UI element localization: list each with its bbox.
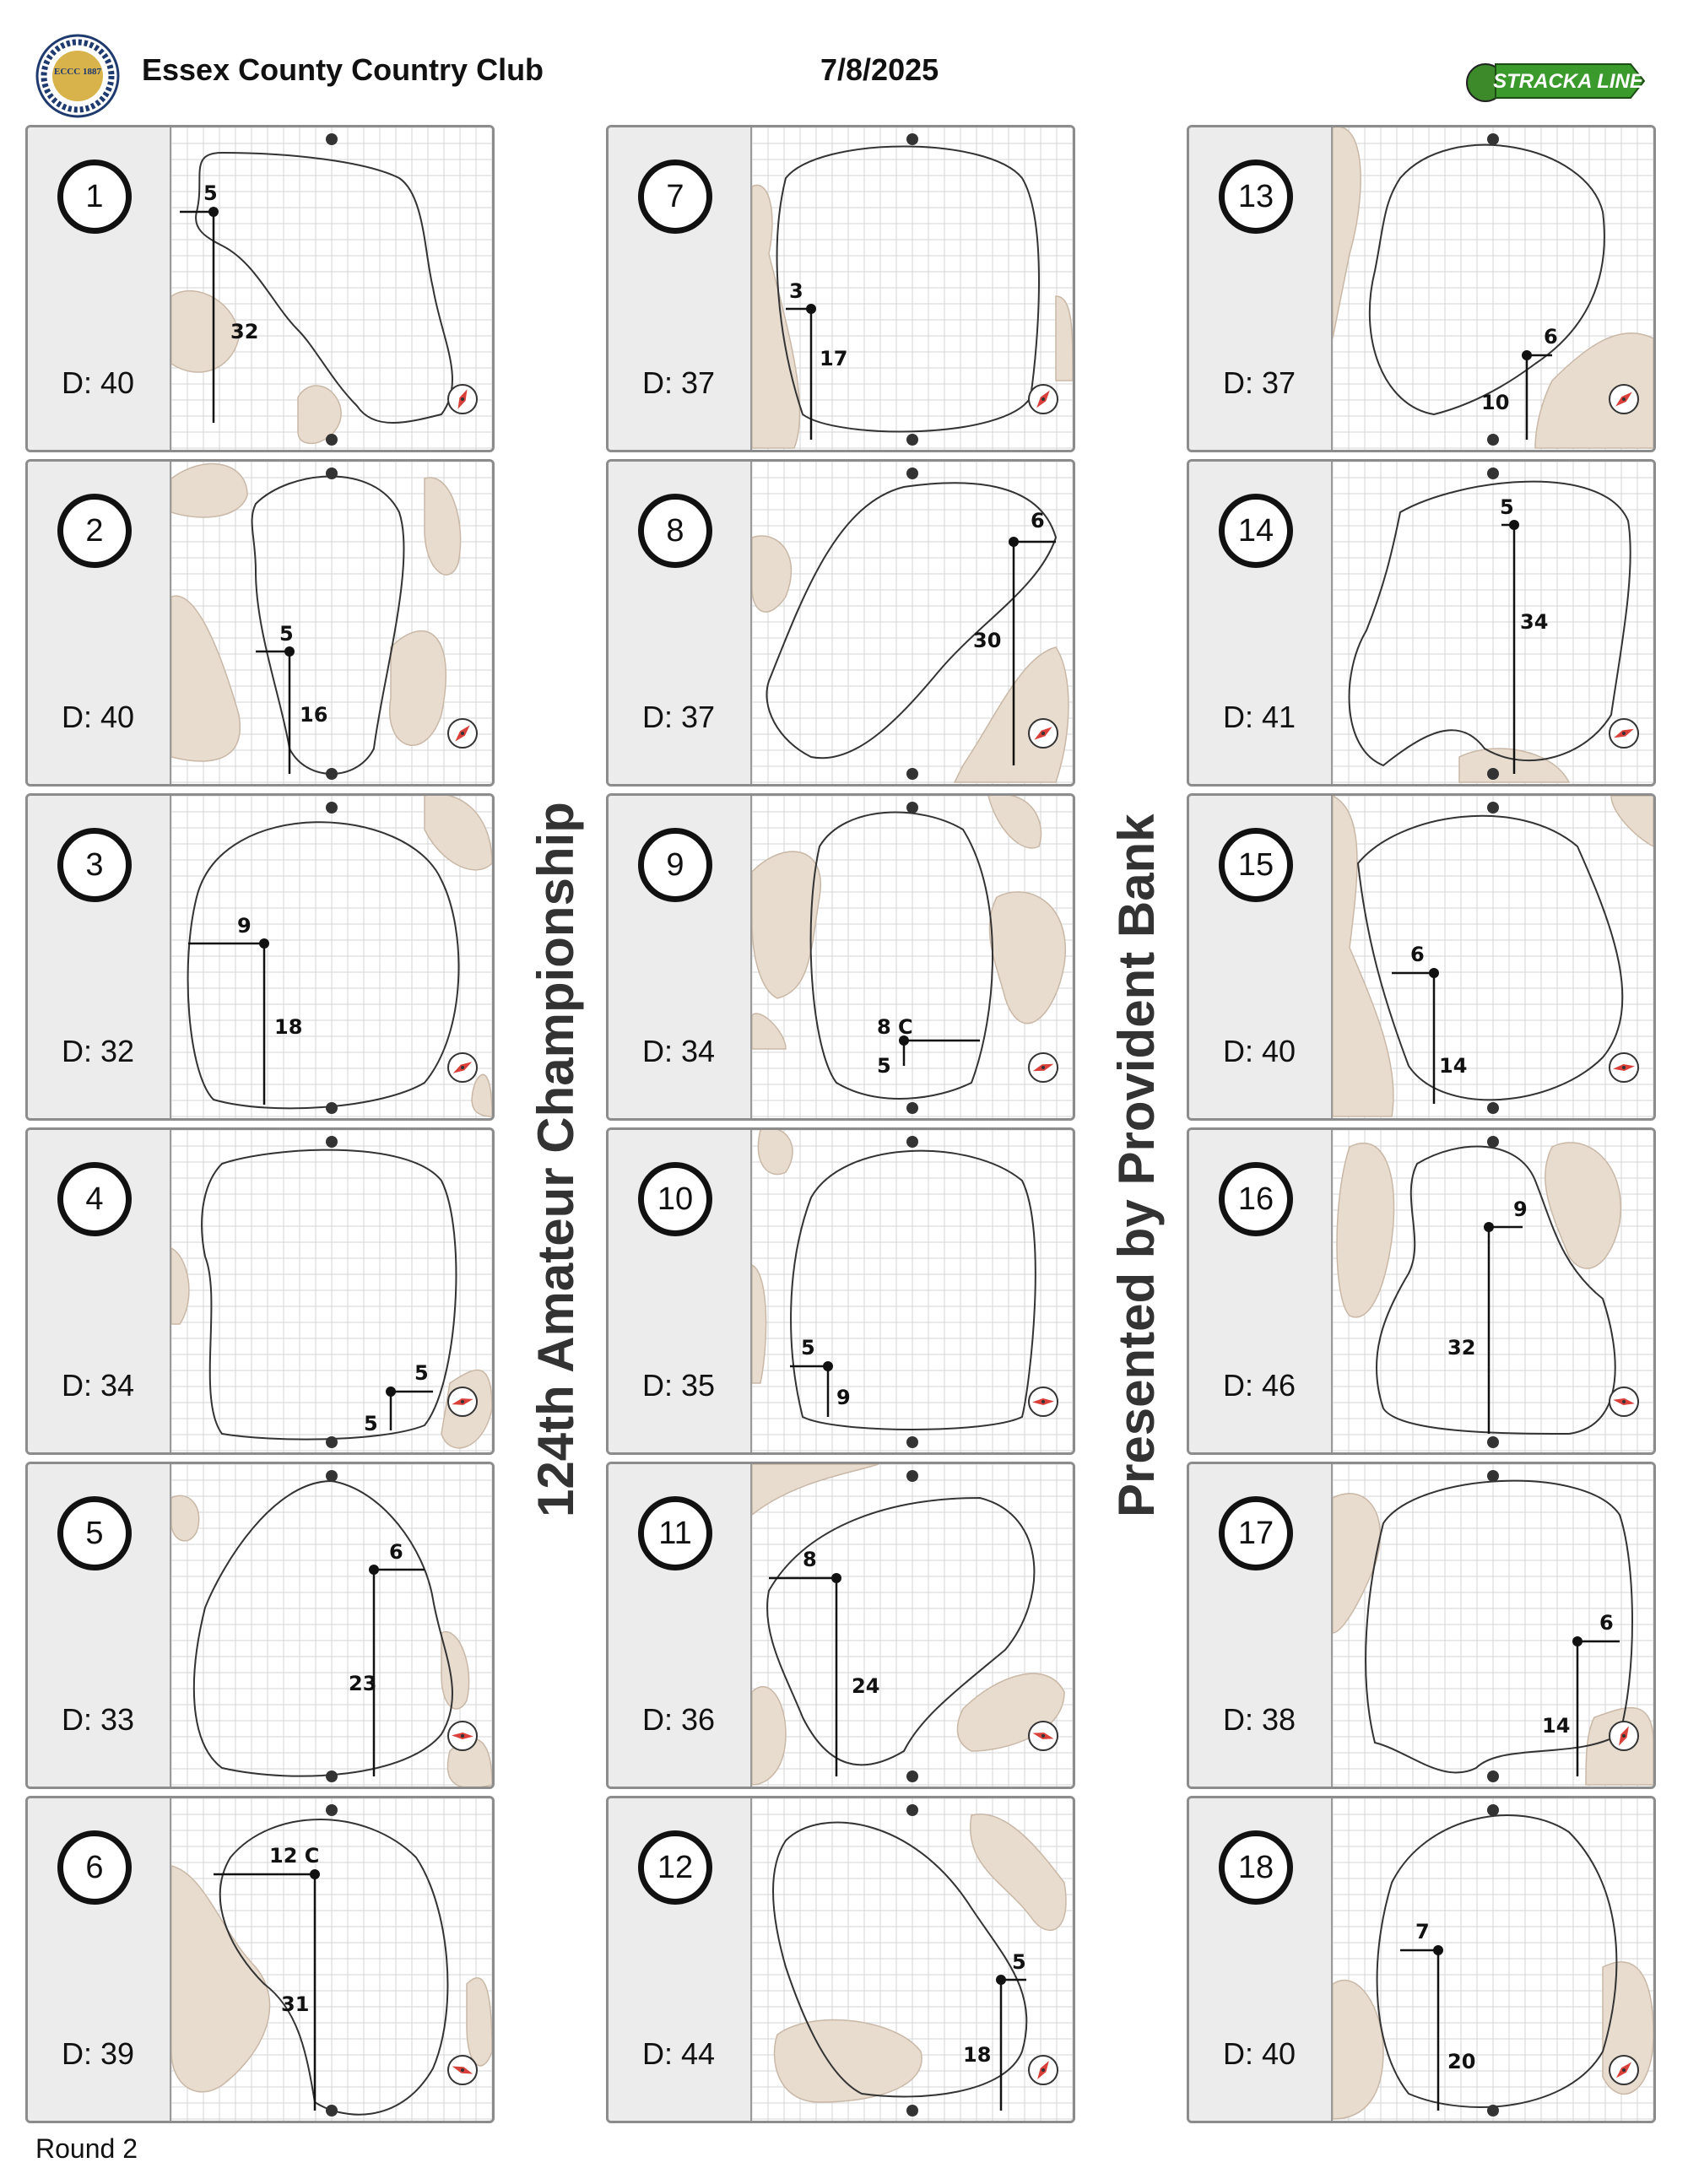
pin-location — [310, 1869, 320, 1879]
side-yardage: 5 — [1012, 1950, 1026, 1974]
green-diagram — [171, 1798, 492, 2122]
hole-info-panel — [609, 462, 752, 784]
green-diagram — [171, 1464, 492, 1788]
hole-card — [25, 125, 495, 452]
hole-card — [25, 1796, 495, 2123]
front-marker — [906, 1102, 918, 1114]
forward-yardage: 20 — [1447, 2050, 1476, 2073]
green-diagram — [1333, 127, 1653, 451]
back-marker — [326, 468, 338, 479]
green-outline — [188, 822, 459, 1108]
back-marker — [326, 802, 338, 814]
hole-card — [606, 1462, 1075, 1789]
back-marker — [906, 1136, 918, 1148]
green-depth: D: 40 — [62, 365, 135, 400]
svg-text:ECCC 1887: ECCC 1887 — [54, 67, 101, 77]
front-marker — [1487, 768, 1499, 780]
compass-icon — [448, 385, 477, 414]
pin-location — [1509, 520, 1519, 530]
hole-number: 10 — [638, 1162, 712, 1236]
hole-info-panel — [609, 1798, 752, 2121]
pin-location — [259, 938, 269, 949]
forward-yardage: 5 — [877, 1054, 891, 1078]
front-marker — [326, 768, 338, 780]
side-yardage: 5 — [414, 1361, 429, 1385]
bunker — [171, 596, 240, 761]
hole-card — [606, 125, 1075, 452]
compass-icon — [448, 2056, 477, 2084]
hole-card — [606, 1127, 1075, 1455]
bunker — [752, 185, 800, 448]
green-diagram — [1333, 796, 1653, 1120]
hole-number: 13 — [1219, 159, 1293, 234]
hole-card — [25, 459, 495, 787]
yardage-grid — [171, 1130, 492, 1454]
forward-yardage: 16 — [300, 703, 328, 727]
hole-card — [1187, 1462, 1656, 1789]
green-depth: D: 32 — [62, 1034, 135, 1068]
side-yardage: 6 — [1544, 325, 1558, 349]
green-outline — [811, 813, 993, 1099]
green-depth: D: 35 — [642, 1368, 716, 1403]
hole-card — [25, 1127, 495, 1455]
compass-icon — [1610, 2056, 1638, 2084]
forward-yardage: 5 — [364, 1412, 378, 1435]
green-diagram — [752, 127, 1073, 451]
pin-location — [831, 1573, 841, 1583]
green-diagram — [171, 462, 492, 786]
side-yardage: 8 — [803, 1548, 817, 1571]
forward-yardage: 14 — [1439, 1054, 1468, 1078]
hole-info-panel — [28, 796, 171, 1118]
bunker — [472, 1074, 492, 1116]
back-marker — [906, 1470, 918, 1482]
green-outline — [252, 477, 404, 775]
green-depth: D: 34 — [62, 1368, 135, 1403]
bunker — [425, 478, 461, 575]
pin-location — [1484, 1222, 1494, 1232]
compass-icon — [448, 719, 477, 748]
back-marker — [1487, 133, 1499, 145]
pin-location — [1522, 350, 1532, 360]
side-yardage: 8 C — [877, 1015, 913, 1039]
green-diagram — [171, 796, 492, 1120]
hole-card — [1187, 1796, 1656, 2123]
bunker — [390, 631, 446, 746]
svg-text:STRACKA LINE: STRACKA LINE — [1493, 70, 1643, 93]
compass-icon — [448, 1387, 477, 1416]
back-marker — [906, 802, 918, 814]
bunker — [1333, 1494, 1380, 1633]
side-yardage: 6 — [1599, 1611, 1614, 1635]
bunker — [775, 2020, 922, 2102]
hole-number: 6 — [57, 1830, 132, 1905]
compass-icon — [1610, 1387, 1638, 1416]
hole-number: 12 — [638, 1830, 712, 1905]
forward-yardage: 31 — [281, 1992, 310, 2016]
front-marker — [1487, 1436, 1499, 1448]
hole-card — [606, 793, 1075, 1121]
hole-number: 14 — [1219, 494, 1293, 568]
bunker — [758, 1130, 793, 1175]
pin-location — [208, 207, 219, 217]
green-outline — [194, 1481, 452, 1776]
back-marker — [326, 1470, 338, 1482]
front-marker — [1487, 1102, 1499, 1114]
hole-info-panel — [609, 1130, 752, 1452]
compass-icon — [1610, 1053, 1638, 1082]
hole-number: 9 — [638, 828, 712, 902]
side-yardage: 7 — [1415, 1920, 1430, 1943]
hole-info-panel — [1189, 462, 1333, 784]
hole-number: 7 — [638, 159, 712, 234]
side-yardage: 9 — [1513, 1197, 1528, 1221]
hole-number: 1 — [57, 159, 132, 234]
front-marker — [906, 1770, 918, 1782]
compass-icon — [1029, 1722, 1058, 1750]
back-marker — [906, 1804, 918, 1816]
front-marker — [906, 1436, 918, 1448]
bunker — [171, 464, 247, 517]
front-marker — [326, 434, 338, 446]
side-yardage: 5 — [1500, 495, 1514, 519]
hole-info-panel — [1189, 796, 1333, 1118]
green-diagram — [1333, 1130, 1653, 1454]
hole-card — [1187, 1127, 1656, 1455]
bunker — [752, 1687, 786, 1785]
hole-info-panel — [1189, 1464, 1333, 1787]
club-name: Essex County Country Club — [142, 52, 544, 87]
front-marker — [1487, 434, 1499, 446]
yardage-grid — [171, 1464, 492, 1788]
hole-info-panel — [28, 127, 171, 450]
forward-yardage: 9 — [836, 1386, 851, 1409]
hole-info-panel — [1189, 1798, 1333, 2121]
green-diagram — [752, 462, 1073, 786]
green-diagram — [1333, 462, 1653, 786]
green-outline — [1350, 482, 1631, 765]
green-diagram — [171, 1130, 492, 1454]
pin-location — [996, 1975, 1006, 1985]
side-yardage: 6 — [1031, 509, 1045, 532]
forward-yardage: 17 — [820, 347, 848, 370]
bunker — [989, 892, 1065, 1024]
front-marker — [326, 1770, 338, 1782]
front-marker — [326, 1102, 338, 1114]
forward-yardage: 32 — [230, 320, 259, 343]
yardage-grid — [1333, 462, 1653, 786]
bunker — [441, 1632, 469, 1709]
hole-card — [606, 1796, 1075, 2123]
sponsor-title: Presented by Provident Bank — [1108, 814, 1165, 1517]
green-depth: D: 33 — [62, 1702, 135, 1737]
side-yardage: 3 — [789, 279, 803, 303]
bunker — [1545, 1143, 1621, 1268]
front-marker — [906, 768, 918, 780]
compass-icon — [1029, 2056, 1058, 2084]
forward-yardage: 30 — [973, 629, 1002, 652]
pin-location — [1572, 1636, 1582, 1646]
hole-number: 5 — [57, 1496, 132, 1570]
bunker — [988, 796, 1041, 848]
pin-location — [284, 646, 295, 657]
pin-location — [806, 304, 816, 314]
back-marker — [326, 1804, 338, 1816]
hole-card — [25, 793, 495, 1121]
green-depth: D: 41 — [1223, 700, 1296, 734]
bunker — [955, 647, 1069, 782]
side-yardage: 9 — [237, 914, 252, 938]
front-marker — [906, 2105, 918, 2116]
hole-number: 4 — [57, 1162, 132, 1236]
green-diagram — [752, 796, 1073, 1120]
green-depth: D: 39 — [62, 2036, 135, 2071]
hole-info-panel — [609, 1464, 752, 1787]
championship-title: 124th Amateur Championship — [528, 802, 584, 1517]
forward-yardage: 34 — [1520, 610, 1549, 634]
green-depth: D: 36 — [642, 1702, 716, 1737]
front-marker — [326, 2105, 338, 2116]
hole-info-panel — [609, 796, 752, 1118]
forward-yardage: 23 — [349, 1672, 377, 1695]
back-marker — [1487, 468, 1499, 479]
back-marker — [1487, 802, 1499, 814]
bunker — [752, 1464, 879, 1515]
green-depth: D: 38 — [1223, 1702, 1296, 1737]
pin-location — [386, 1387, 396, 1397]
compass-icon — [1029, 1387, 1058, 1416]
side-yardage: 5 — [279, 622, 294, 646]
back-marker — [906, 468, 918, 479]
back-marker — [1487, 1470, 1499, 1482]
green-depth: D: 37 — [1223, 365, 1296, 400]
bunker — [425, 796, 492, 870]
green-depth: D: 46 — [1223, 1368, 1296, 1403]
hole-info-panel — [28, 1130, 171, 1452]
side-yardage: 5 — [801, 1336, 815, 1360]
pin-location — [369, 1565, 379, 1575]
round-label: Round 2 — [35, 2133, 138, 2164]
forward-yardage: 32 — [1447, 1336, 1476, 1360]
bunker — [971, 1814, 1066, 1931]
hole-number: 18 — [1219, 1830, 1293, 1905]
hole-card — [1187, 793, 1656, 1121]
hole-number: 16 — [1219, 1162, 1293, 1236]
bunker — [1611, 796, 1653, 846]
hole-number: 15 — [1219, 828, 1293, 902]
compass-icon — [448, 1722, 477, 1750]
green-diagram — [1333, 1464, 1653, 1788]
hole-card — [606, 459, 1075, 787]
hole-info-panel — [1189, 127, 1333, 450]
hole-info-panel — [28, 1464, 171, 1787]
stracka-line-logo — [1462, 54, 1646, 105]
pin-location — [1429, 968, 1439, 978]
forward-yardage: 10 — [1481, 391, 1510, 414]
hole-info-panel — [28, 462, 171, 784]
bunker — [171, 1495, 199, 1541]
green-diagram — [171, 127, 492, 451]
sheet-date: 7/8/2025 — [820, 52, 939, 87]
side-yardage: 12 C — [269, 1844, 320, 1868]
green-depth: D: 40 — [62, 700, 135, 734]
green-diagram — [1333, 1798, 1653, 2122]
bunker — [1056, 296, 1073, 381]
hole-number: 2 — [57, 494, 132, 568]
back-marker — [906, 133, 918, 145]
bunker — [752, 536, 791, 612]
forward-yardage: 14 — [1542, 1714, 1571, 1738]
hole-card — [1187, 459, 1656, 787]
hole-number: 11 — [638, 1496, 712, 1570]
bunker — [171, 1248, 189, 1324]
green-depth: D: 40 — [1223, 2036, 1296, 2071]
green-depth: D: 44 — [642, 2036, 716, 2071]
forward-yardage: 24 — [852, 1674, 880, 1698]
hole-info-panel — [609, 127, 752, 450]
green-outline — [202, 1150, 456, 1440]
side-yardage: 5 — [203, 181, 218, 205]
bunker — [752, 1265, 766, 1383]
pin-location — [1433, 1945, 1443, 1955]
forward-yardage: 18 — [274, 1015, 303, 1039]
bunker — [171, 291, 239, 372]
bunker — [752, 1014, 786, 1049]
bunker — [1333, 1980, 1383, 2119]
hole-card — [25, 1462, 495, 1789]
bunker — [1337, 1143, 1394, 1317]
hole-card — [1187, 125, 1656, 452]
hole-number: 17 — [1219, 1496, 1293, 1570]
hole-number: 8 — [638, 494, 712, 568]
compass-icon — [1029, 385, 1058, 414]
green-depth: D: 37 — [642, 365, 716, 400]
hole-info-panel — [28, 1798, 171, 2121]
compass-icon — [1029, 1053, 1058, 1082]
front-marker — [1487, 1770, 1499, 1782]
green-diagram — [752, 1130, 1073, 1454]
compass-icon — [1610, 1722, 1638, 1750]
compass-icon — [1610, 385, 1638, 414]
club-logo — [34, 32, 122, 120]
back-marker — [1487, 1804, 1499, 1816]
green-depth: D: 34 — [642, 1034, 716, 1068]
hole-info-panel — [1189, 1130, 1333, 1452]
bunker — [1333, 127, 1361, 338]
pin-location — [823, 1361, 833, 1371]
green-depth: D: 37 — [642, 700, 716, 734]
back-marker — [326, 133, 338, 145]
green-outline — [1358, 816, 1622, 1100]
green-depth: D: 40 — [1223, 1034, 1296, 1068]
pin-location — [1009, 537, 1019, 547]
front-marker — [906, 434, 918, 446]
front-marker — [326, 1436, 338, 1448]
green-diagram — [752, 1464, 1073, 1788]
compass-icon — [448, 1053, 477, 1082]
side-yardage: 6 — [389, 1540, 403, 1564]
hole-number: 3 — [57, 828, 132, 902]
side-yardage: 6 — [1410, 943, 1425, 966]
green-diagram — [752, 1798, 1073, 2122]
compass-icon — [1029, 719, 1058, 748]
back-marker — [1487, 1136, 1499, 1148]
front-marker — [1487, 2105, 1499, 2116]
forward-yardage: 18 — [963, 2043, 992, 2067]
compass-icon — [1610, 719, 1638, 748]
back-marker — [326, 1136, 338, 1148]
